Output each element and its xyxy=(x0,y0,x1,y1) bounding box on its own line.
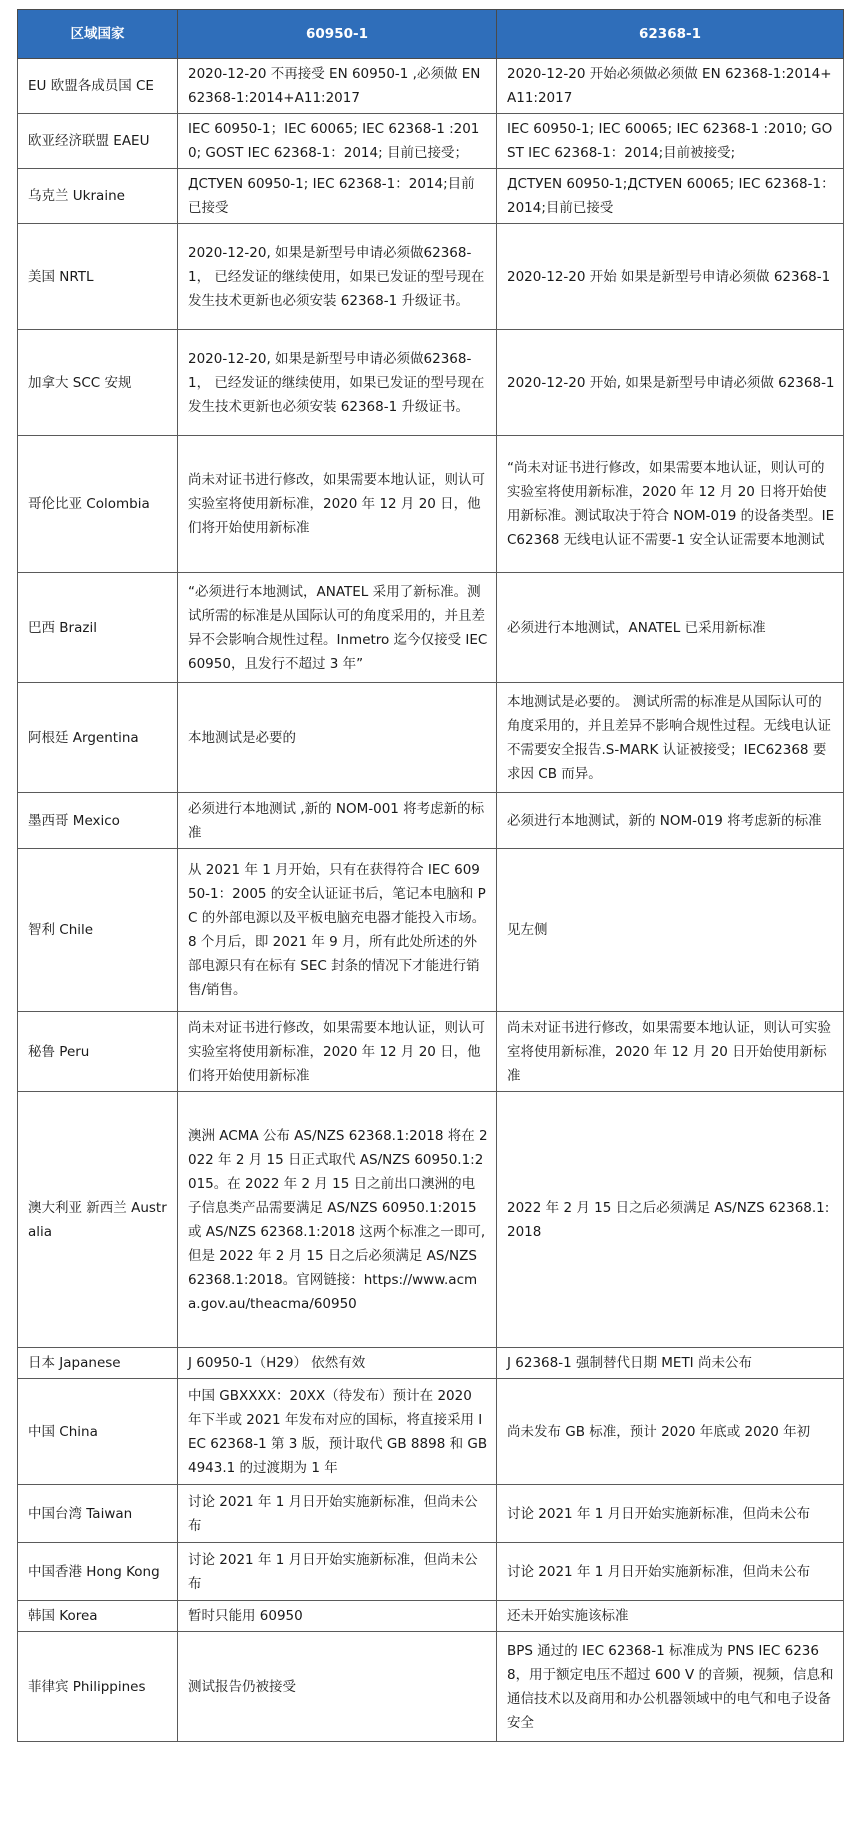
cell-60950-1: 2020-12-20 不再接受 EN 60950-1 ,必须做 EN 62368-1:2014+A11:2017 xyxy=(178,59,497,114)
region-cell: 中国香港 Hong Kong xyxy=(18,1543,178,1601)
cell-60950-1: 讨论 2021 年 1 月日开始实施新标准，但尚未公布 xyxy=(178,1485,497,1543)
table-row xyxy=(18,1348,844,1379)
cell-62368-1: 2020-12-20 开始必须做必须做 EN 62368-1:2014+A11:2017 xyxy=(497,59,844,114)
cell-60950-1: 中国 GBXXXX：20XX（待发布）预计在 2020 年下半或 2021 年发布对应的国标，将直接采用 IEC 62368-1 第 3 版，预计取代 GB 8898 和 GB 4943.1 的过渡期为 1 年 xyxy=(178,1379,497,1485)
region-cell: 加拿大 SCC 安规 xyxy=(18,330,178,436)
region-cell: 菲律宾 Philippines xyxy=(18,1632,178,1742)
cell-62368-1: 讨论 2021 年 1 月日开始实施新标准，但尚未公布 xyxy=(497,1485,844,1543)
cell-60950-1: 暂时只能用 60950 xyxy=(178,1601,497,1632)
cell-62368-1: 2022 年 2 月 15 日之后必须满足 AS/NZS 62368.1:2018 xyxy=(497,1092,844,1348)
region-cell: 智利 Chile xyxy=(18,849,178,1012)
cell-60950-1: 讨论 2021 年 1 月日开始实施新标准，但尚未公布 xyxy=(178,1543,497,1601)
cell-62368-1: 见左侧 xyxy=(497,849,844,1012)
region-cell: 乌克兰 Ukraine xyxy=(18,169,178,224)
region-cell: 阿根廷 Argentina xyxy=(18,683,178,793)
table-row xyxy=(18,1092,844,1348)
cell-62368-1: 2020-12-20 开始, 如果是新型号申请必须做 62368-1 xyxy=(497,330,844,436)
region-cell: 澳大利亚 新西兰 Australia xyxy=(18,1092,178,1348)
table-row xyxy=(18,1485,844,1543)
cell-62368-1: 尚未发布 GB 标准，预计 2020 年底或 2020 年初 xyxy=(497,1379,844,1485)
header-row xyxy=(18,10,844,59)
table-row xyxy=(18,1379,844,1485)
table-row xyxy=(18,169,844,224)
table-row xyxy=(18,573,844,683)
table-row xyxy=(18,683,844,793)
cell-60950-1: 2020-12-20, 如果是新型号申请必须做62368-1， 已经发证的继续使用，如果已发证的型号现在发生技术更新也必须安装 62368-1 升级证书。 xyxy=(178,330,497,436)
cell-62368-1: IEC 60950-1; IEC 60065; IEC 62368-1 :2010; GOST IEC 62368-1：2014;目前被接受; xyxy=(497,114,844,169)
cell-60950-1: 测试报告仍被接受 xyxy=(178,1632,497,1742)
cell-60950-1: 2020-12-20, 如果是新型号申请必须做62368-1， 已经发证的继续使用，如果已发证的型号现在发生技术更新也必须安装 62368-1 升级证书。 xyxy=(178,224,497,330)
cell-62368-1: 本地测试是必要的。 测试所需的标准是从国际认可的角度采用的，并且差异不影响合规性过程。无线电认证不需要安全报告.S-MARK 认证被接受；IEC62368 要求因 CB 而异。 xyxy=(497,683,844,793)
table-row xyxy=(18,1632,844,1742)
region-cell: 日本 Japanese xyxy=(18,1348,178,1379)
table-row xyxy=(18,1543,844,1601)
cell-60950-1: 必须进行本地测试 ,新的 NOM-001 将考虑新的标准 xyxy=(178,793,497,849)
region-cell: 欧亚经济联盟 EAEU xyxy=(18,114,178,169)
table-row xyxy=(18,849,844,1012)
cell-62368-1: 2020-12-20 开始 如果是新型号申请必须做 62368-1 xyxy=(497,224,844,330)
region-cell: 巴西 Brazil xyxy=(18,573,178,683)
cell-60950-1: “必须进行本地测试，ANATEL 采用了新标准。测试所需的标准是从国际认可的角度采用的，并且差异不会影响合规性过程。Inmetro 迄今仅接受 IEC60950，且发行不超过 3 年” xyxy=(178,573,497,683)
cell-62368-1: “尚未对证书进行修改，如果需要本地认证，则认可的实验室将使用新标准，2020 年 12 月 20 日将开始使用新标准。测试取决于符合 NOM-019 的设备类型。IEC62368 无线电认证不需要-1 安全认证需要本地测试 xyxy=(497,436,844,573)
region-cell: 墨西哥 Mexico xyxy=(18,793,178,849)
cell-60950-1: IEC 60950-1；IEC 60065; IEC 62368-1 :2010; GOST IEC 62368-1：2014; 目前已接受； xyxy=(178,114,497,169)
cell-62368-1: 讨论 2021 年 1 月日开始实施新标准，但尚未公布 xyxy=(497,1543,844,1601)
table-row xyxy=(18,59,844,114)
cell-62368-1: 必须进行本地测试，新的 NOM-019 将考虑新的标准 xyxy=(497,793,844,849)
cell-60950-1: 尚未对证书进行修改，如果需要本地认证，则认可实验室将使用新标准，2020 年 12 月 20 日，他们将开始使用新标准 xyxy=(178,436,497,573)
region-cell: EU 欧盟各成员国 CE xyxy=(18,59,178,114)
cell-62368-1: 必须进行本地测试，ANATEL 已采用新标准 xyxy=(497,573,844,683)
cell-62368-1: ДСТУEN 60950-1;ДСТУEN 60065; IEC 62368-1：2014;目前已接受 xyxy=(497,169,844,224)
region-cell: 中国台湾 Taiwan xyxy=(18,1485,178,1543)
table-row xyxy=(18,436,844,573)
table-row xyxy=(18,1012,844,1092)
cell-60950-1: 尚未对证书进行修改，如果需要本地认证，则认可实验室将使用新标准，2020 年 12 月 20 日，他们将开始使用新标准 xyxy=(178,1012,497,1092)
cell-60950-1: 从 2021 年 1 月开始，只有在获得符合 IEC 60950-1：2005 的安全认证证书后，笔记本电脑和 PC 的外部电源以及平板电脑充电器才能投入市场。 8 个月后，即 2021 年 9 月，所有此处所述的外部电源只有在标有 SEC 封条的情况下才能进行销售/销售。 xyxy=(178,849,497,1012)
cell-60950-1: ДСТУEN 60950-1; IEC 62368-1：2014;目前已接受 xyxy=(178,169,497,224)
cell-62368-1: 还未开始实施该标准 xyxy=(497,1601,844,1632)
cell-62368-1: J 62368-1 强制替代日期 METI 尚未公布 xyxy=(497,1348,844,1379)
header-62368-1: 62368-1 xyxy=(497,10,844,59)
table-row xyxy=(18,224,844,330)
header-region: 区域国家 xyxy=(18,10,178,59)
table-row xyxy=(18,114,844,169)
table-row xyxy=(18,1601,844,1632)
cell-62368-1: BPS 通过的 IEC 62368-1 标准成为 PNS IEC 62368，用于额定电压不超过 600 V 的音频，视频，信息和通信技术以及商用和办公机器领域中的电气和电子设备安全 xyxy=(497,1632,844,1742)
header-60950-1: 60950-1 xyxy=(178,10,497,59)
region-cell: 韩国 Korea xyxy=(18,1601,178,1632)
table-row xyxy=(18,793,844,849)
cell-60950-1: J 60950-1（H29） 依然有效 xyxy=(178,1348,497,1379)
cell-62368-1: 尚未对证书进行修改，如果需要本地认证，则认可实验室将使用新标准，2020 年 12 月 20 日开始使用新标准 xyxy=(497,1012,844,1092)
cell-60950-1: 本地测试是必要的 xyxy=(178,683,497,793)
region-cell: 哥伦比亚 Colombia xyxy=(18,436,178,573)
region-cell: 秘鲁 Peru xyxy=(18,1012,178,1092)
region-cell: 中国 China xyxy=(18,1379,178,1485)
cell-60950-1: 澳洲 ACMA 公布 AS/NZS 62368.1:2018 将在 2022 年 2 月 15 日正式取代 AS/NZS 60950.1:2015。在 2022 年 2 月 15 日之前出口澳洲的电子信息类产品需要满足 AS/NZS 60950.1:2015 或 AS/NZS 62368.1:2018 这两个标准之一即可,但是 2022 年 2 月 15 日之后必须满足 AS/NZS 62368.1:2018。官网链接：https://www.acma.gov.au/theacma/60950 xyxy=(178,1092,497,1348)
table-row xyxy=(18,330,844,436)
region-cell: 美国 NRTL xyxy=(18,224,178,330)
standards-table xyxy=(17,9,844,1742)
